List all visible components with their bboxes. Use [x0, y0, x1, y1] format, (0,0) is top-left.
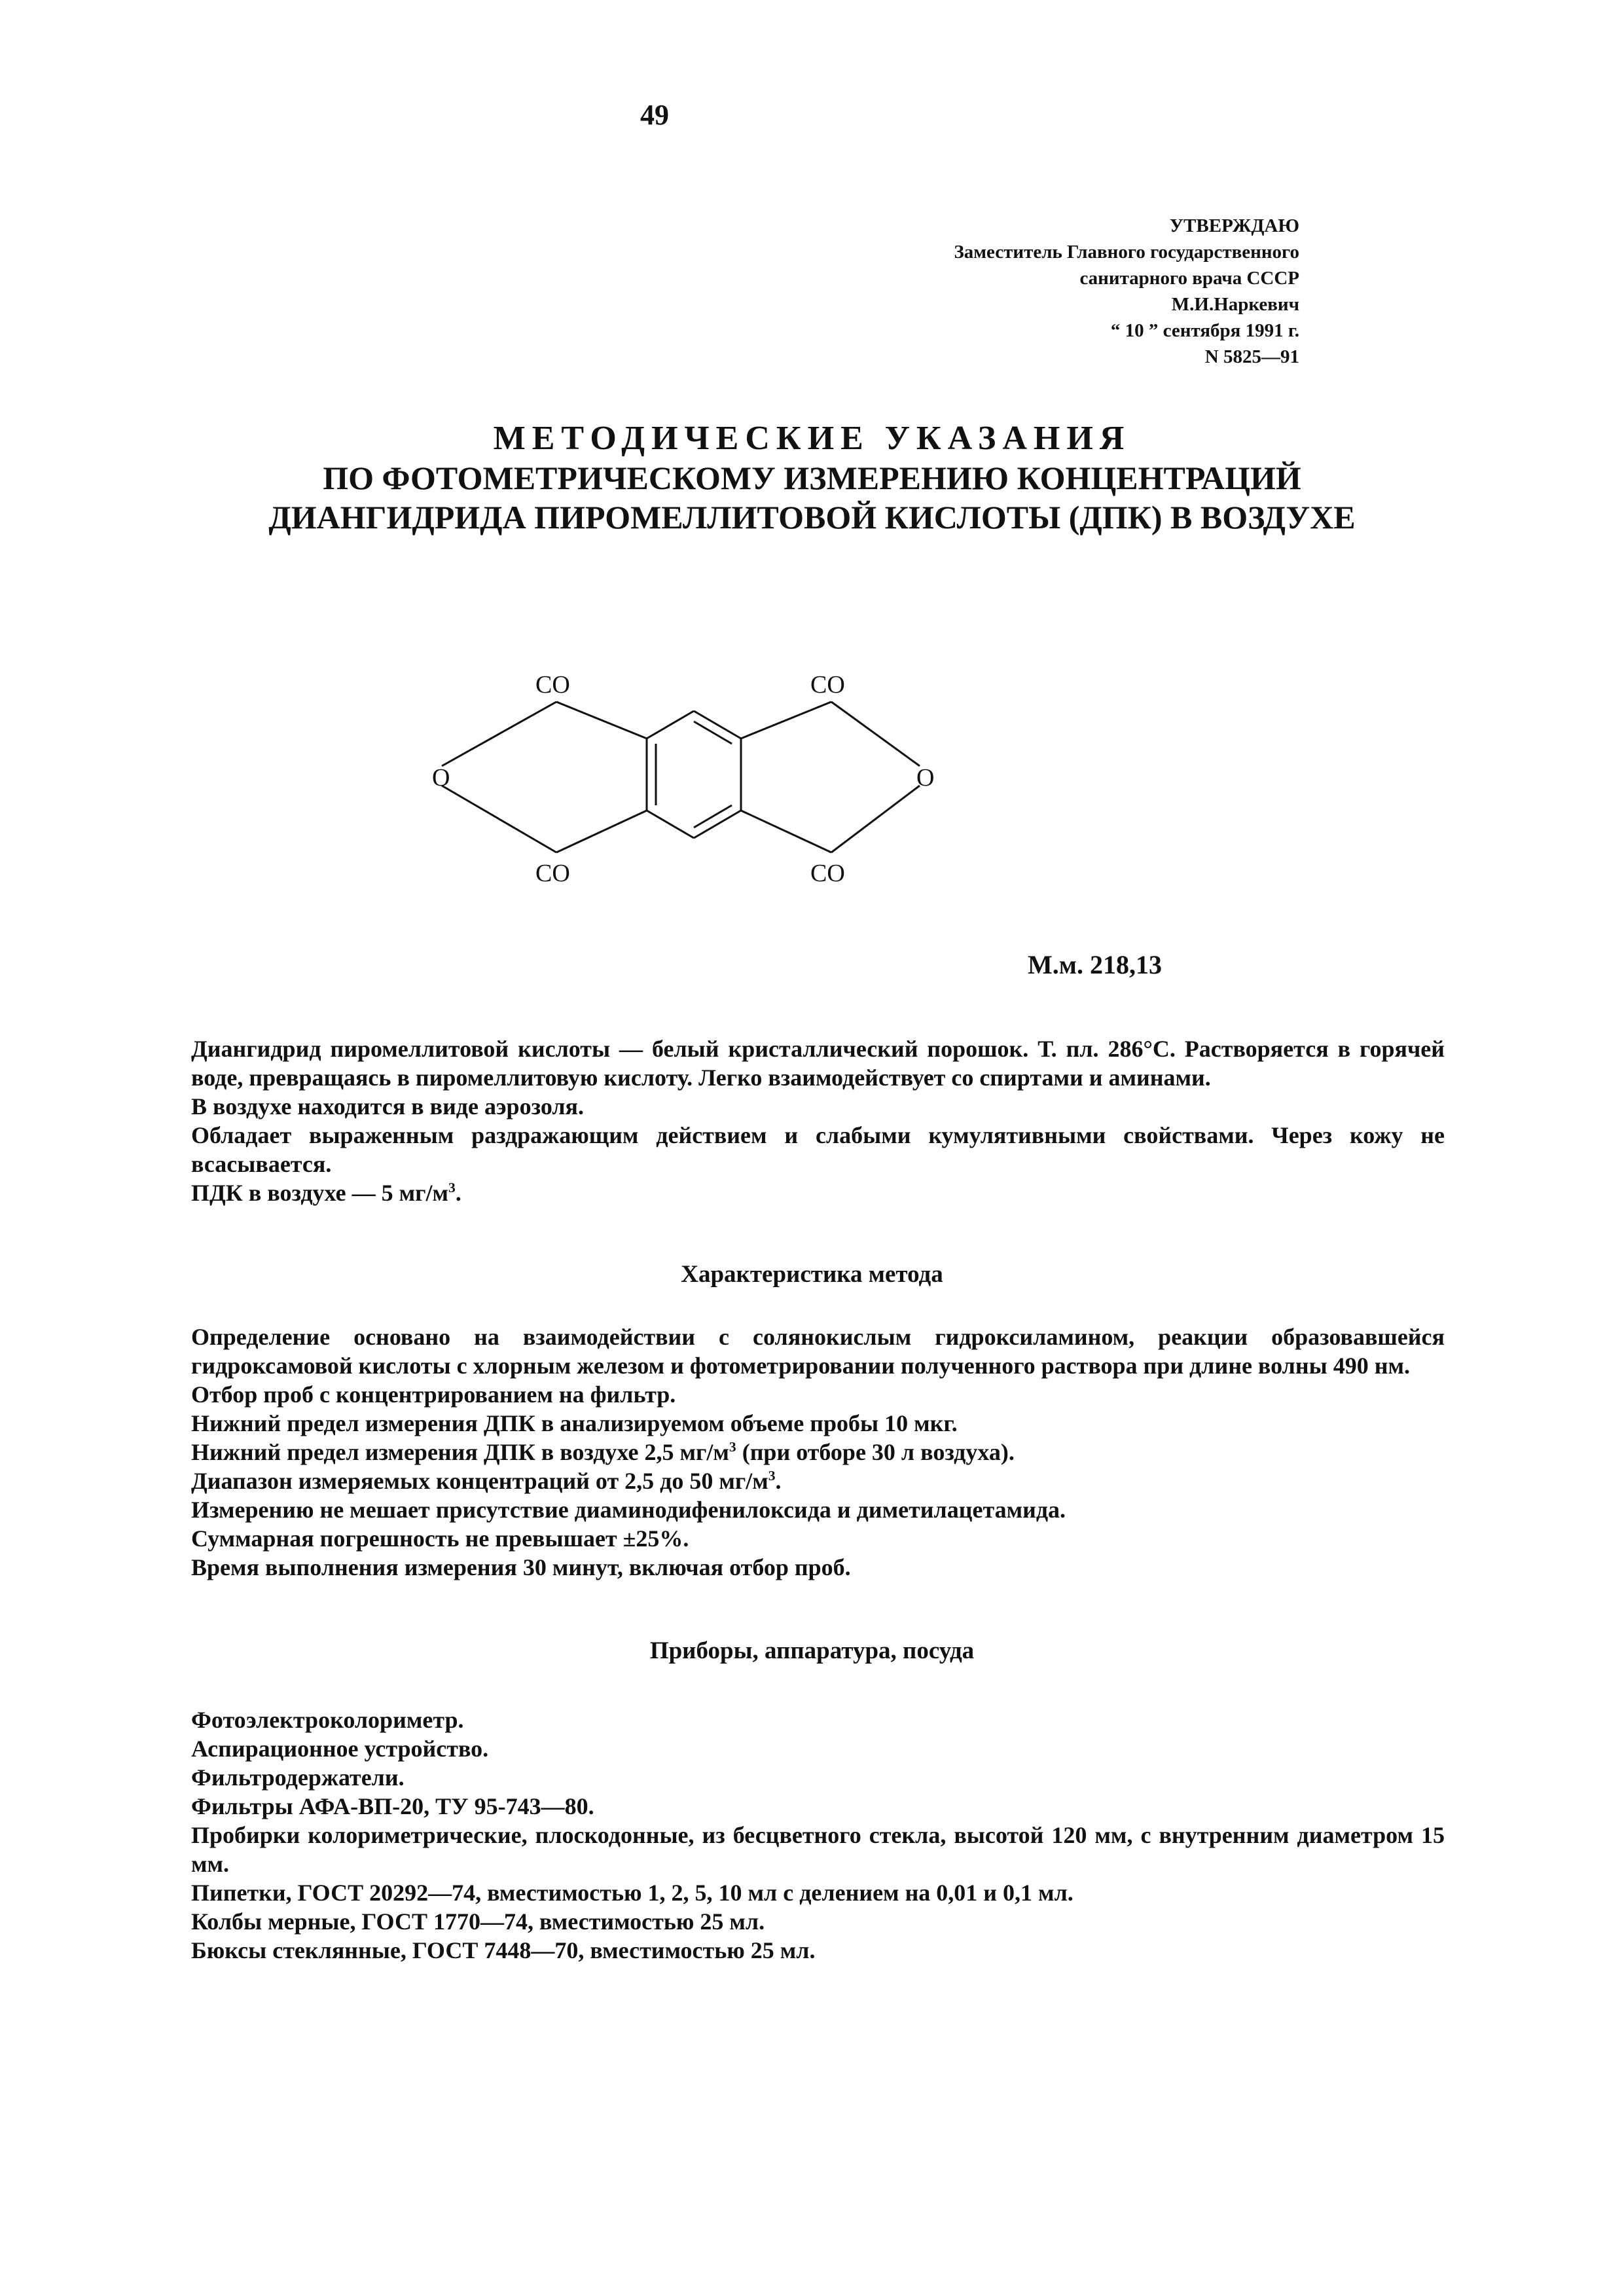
- structural-formula: [419, 661, 943, 923]
- o-left: O: [432, 764, 450, 792]
- method-line-2: Нижний предел измерения ДПК в анализируемом объеме пробы 10 мкг.: [191, 1410, 958, 1436]
- equipment-item: Пипетки, ГОСТ 20292—74, вместимостью 1, 2, 5, 10 мл с делением на 0,01 и 0,1 мл.: [191, 1880, 1074, 1906]
- mac-text: ПДК в воздухе — 5 мг/м: [191, 1180, 449, 1206]
- co-top-right: CO: [810, 671, 845, 699]
- description-paragraph-2: В воздухе находится в виде аэрозоля.: [191, 1093, 585, 1120]
- description-paragraph-1: Диангидрид пиромеллитовой кислоты — белый кристаллический порошок. Т. пл. 286°С. Растворяется в горячей воде, превращаясь в пиромеллитовую кислоту. Легко взаимодействует со спиртами и аминами.: [191, 1036, 1445, 1091]
- method-line-1: Отбор проб с концентрированием на фильтр.: [191, 1381, 676, 1408]
- equipment-item: Аспирационное устройство.: [191, 1736, 489, 1762]
- title-line-2: ПО ФОТОМЕТРИЧЕСКОМУ ИЗМЕРЕНИЮ КОНЦЕНТРАЦИЙ: [323, 460, 1301, 496]
- equipment-item: Колбы мерные, ГОСТ 1770—74, вместимостью 25 мл.: [191, 1908, 765, 1935]
- equipment-item: Фотоэлектроколориметр.: [191, 1707, 464, 1733]
- molecular-mass: М.м. 218,13: [1028, 950, 1162, 979]
- title-line-3: ДИАНГИДРИДА ПИРОМЕЛЛИТОВОЙ КИСЛОТЫ (ДПК) В ВОЗДУХЕ: [268, 499, 1356, 536]
- mac-value: [191, 1178, 1445, 1207]
- method-line-3-text: Нижний предел измерения ДПК в воздухе 2,5 мг/м: [191, 1439, 729, 1465]
- method-line-5: Измерению не мешает присутствие диаминодифенилоксида и диметилацетамида.: [191, 1497, 1066, 1523]
- approval-date: “ 10 ” сентября 1991 г.: [1110, 320, 1299, 341]
- equipment-item: Фильтры АФА-ВП-20, ТУ 95-743—80.: [191, 1793, 594, 1819]
- method-line-4: [191, 1467, 1445, 1495]
- co-top-left: CO: [535, 671, 570, 699]
- method-paragraph: Определение основано на взаимодействии с солянокислым гидроксиламином, реакции образовавшейся гидроксамовой кислоты с хлорным железом и фотометрировании полученного раствора при длине волны 490 нм.: [191, 1324, 1445, 1379]
- method-line-3: [191, 1438, 1445, 1467]
- equipment-section: [191, 1705, 1445, 1965]
- document-title: [0, 419, 1624, 537]
- approval-signatory: М.И.Наркевич: [1171, 294, 1299, 315]
- method-line-6: Суммарная погрешность не превышает ±25%.: [191, 1525, 689, 1552]
- approval-heading: УТВЕРЖДАЮ: [1169, 215, 1299, 236]
- equipment-item: Пробирки колориметрические, плоскодонные, из бесцветного стекла, высотой 120 мм, с внутренним диаметром 15 мм.: [191, 1822, 1445, 1877]
- description-paragraph-3: Обладает выраженным раздражающим действием и слабыми кумулятивными свойствами. Через кожу не всасывается.: [191, 1122, 1445, 1177]
- approval-position: Заместитель Главного государственного: [954, 242, 1299, 263]
- method-section: [191, 1322, 1445, 1582]
- page-number: 49: [640, 99, 669, 131]
- description-section: [191, 1034, 1445, 1207]
- method-line-3-suffix: (при отборе 30 л воздуха).: [736, 1439, 1015, 1465]
- method-line-4-sup: 3: [768, 1468, 776, 1484]
- approval-number: N 5825—91: [1204, 346, 1299, 367]
- title-line-1: МЕТОДИЧЕСКИЕ УКАЗАНИЯ: [493, 420, 1131, 457]
- method-line-7: Время выполнения измерения 30 минут, включая отбор проб.: [191, 1554, 851, 1580]
- equipment-item: Бюксы стеклянные, ГОСТ 7448—70, вместимостью 25 мл.: [191, 1937, 816, 1963]
- method-heading: Характеристика метода: [681, 1261, 943, 1288]
- approval-position-cont: санитарного врача СССР: [1079, 268, 1299, 289]
- method-line-4-suffix: .: [775, 1468, 782, 1494]
- method-line-3-sup: 3: [729, 1439, 736, 1455]
- co-bottom-left: CO: [535, 860, 570, 887]
- equipment-item: Фильтродержатели.: [191, 1764, 405, 1791]
- o-right: O: [916, 764, 935, 792]
- mac-suffix: .: [455, 1180, 461, 1206]
- method-line-4-text: Диапазон измеряемых концентраций от 2,5 до 50 мг/м: [191, 1468, 768, 1494]
- approval-block: [655, 213, 1299, 370]
- equipment-heading: Приборы, аппаратура, посуда: [649, 1637, 975, 1664]
- co-bottom-right: CO: [810, 860, 845, 887]
- mac-sup: 3: [448, 1180, 456, 1195]
